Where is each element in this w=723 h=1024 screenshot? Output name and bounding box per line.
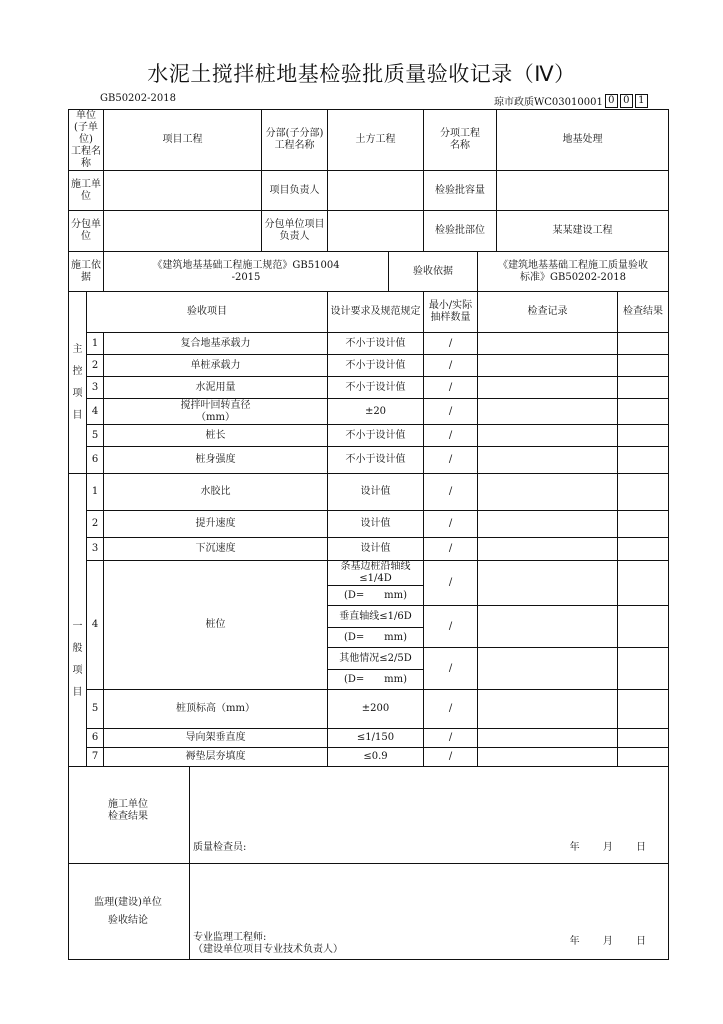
construction-basis-line2: -2015 xyxy=(231,271,261,283)
item-requirement: 不小于设计值 xyxy=(328,447,424,474)
item-name: 单桩承载力 xyxy=(104,355,328,377)
item-requirement: ≤0.9 xyxy=(328,748,424,767)
quality-inspector-label: 质量检查员: xyxy=(193,842,247,853)
item-sample[interactable]: / xyxy=(424,748,478,767)
item-result[interactable] xyxy=(618,538,669,561)
item-sample[interactable]: / xyxy=(424,538,478,561)
supervisor-check-head-line2: 验收结论 xyxy=(108,915,148,926)
constructor-check-head xyxy=(69,799,187,823)
document-number-box-3[interactable]: 1 xyxy=(635,94,648,108)
row-number: 2 xyxy=(87,355,104,377)
item-record[interactable] xyxy=(478,355,618,377)
item-sample[interactable]: / xyxy=(424,333,478,355)
inspection-record-table xyxy=(68,109,669,960)
item-requirement: 设计值 xyxy=(328,538,424,561)
item-requirement: 不小于设计值 xyxy=(328,355,424,377)
item-result[interactable] xyxy=(618,748,669,767)
column-header-sample xyxy=(424,292,478,333)
supervisor-signer-line2: （建设单位项目专业技术负责人） xyxy=(193,944,343,955)
item-result[interactable] xyxy=(618,425,669,447)
item-name xyxy=(104,399,328,425)
standard-code: GB50202-2018 xyxy=(100,93,176,104)
supervisor-check-head xyxy=(69,894,187,930)
column-header-record: 检查记录 xyxy=(478,292,618,333)
diameter-label: (D= xyxy=(344,673,365,685)
item-sample[interactable]: / xyxy=(424,399,478,425)
table-row xyxy=(69,447,669,474)
main-group-char-3: 项 xyxy=(72,387,83,399)
column-header-item: 验收项目 xyxy=(87,292,328,333)
constructor-label: 施工单位 xyxy=(69,171,104,211)
table-row xyxy=(69,425,669,447)
row-number: 6 xyxy=(87,729,104,748)
row-number: 1 xyxy=(87,333,104,355)
subitem-name-label-line1: 分项工程 xyxy=(440,128,480,139)
batch-capacity-value[interactable] xyxy=(497,171,669,211)
pile-position-diameter-1 xyxy=(328,586,424,606)
division-name-label xyxy=(262,110,328,171)
pile-position-requirement-1: 条基边桩沿轴线≤1/4D xyxy=(328,561,424,586)
item-name-line2: （mm） xyxy=(196,411,235,423)
diameter-unit: mm) xyxy=(384,631,407,643)
batch-part-label: 检验批部位 xyxy=(424,211,497,252)
item-record[interactable] xyxy=(478,511,618,538)
item-result[interactable] xyxy=(618,399,669,425)
pile-position-diameter-3 xyxy=(328,670,424,690)
row-number: 7 xyxy=(87,748,104,767)
item-record[interactable] xyxy=(478,474,618,511)
diameter-label: (D= xyxy=(344,631,365,643)
item-result[interactable] xyxy=(618,561,669,606)
item-result[interactable] xyxy=(618,377,669,399)
item-sample[interactable]: / xyxy=(424,447,478,474)
item-sample[interactable]: / xyxy=(424,377,478,399)
table-row xyxy=(69,561,669,586)
column-header-sample-line2: 抽样数量 xyxy=(430,312,471,323)
sub-project-manager-label-line2: 负责人 xyxy=(279,231,310,242)
subitem-name-label xyxy=(424,110,497,171)
pile-position-diameter-2 xyxy=(328,628,424,648)
item-name-line1: 搅拌叶回转直径 xyxy=(180,399,251,411)
document-number xyxy=(494,93,648,108)
item-name: 桩顶标高（mm） xyxy=(104,690,328,729)
item-name: 提升速度 xyxy=(104,511,328,538)
item-record[interactable] xyxy=(478,425,618,447)
document-number-box-1[interactable]: 0 xyxy=(605,94,618,108)
item-name: 桩位 xyxy=(104,561,328,690)
table-row xyxy=(69,333,669,355)
item-requirement: 不小于设计值 xyxy=(328,333,424,355)
item-requirement: 设计值 xyxy=(328,511,424,538)
row-number: 5 xyxy=(87,690,104,729)
main-group-char-4: 目 xyxy=(72,409,83,421)
table-row xyxy=(69,399,669,425)
table-row xyxy=(69,474,669,511)
batch-capacity-label: 检验批容量 xyxy=(424,171,497,211)
item-requirement: ±200 xyxy=(328,690,424,729)
item-name: 水泥用量 xyxy=(104,377,328,399)
project-manager-label: 项目负责人 xyxy=(262,171,328,211)
row-number: 1 xyxy=(87,474,104,511)
subcontractor-value[interactable] xyxy=(104,211,262,252)
item-record[interactable] xyxy=(478,399,618,425)
acceptance-basis-line2: 标准》GB50202-2018 xyxy=(520,271,626,283)
row-number: 6 xyxy=(87,447,104,474)
pile-position-requirement-2: 垂直轴线≤1/6D xyxy=(328,606,424,628)
supervisor-check-head-line1: 监理(建设)单位 xyxy=(94,897,162,908)
subitem-name-label-line2: 名称 xyxy=(450,140,470,151)
row-number: 4 xyxy=(87,561,104,690)
item-name: 褥垫层夯填度 xyxy=(104,748,328,767)
diameter-unit: mm) xyxy=(384,673,407,685)
item-record[interactable] xyxy=(478,561,618,606)
constructor-check-section xyxy=(69,767,669,864)
item-sample[interactable]: / xyxy=(424,729,478,748)
table-row xyxy=(69,690,669,729)
item-name: 水胶比 xyxy=(104,474,328,511)
item-requirement: ≤1/150 xyxy=(328,729,424,748)
row-number: 5 xyxy=(87,425,104,447)
item-name: 下沉速度 xyxy=(104,538,328,561)
table-row xyxy=(69,355,669,377)
item-requirement: 设计值 xyxy=(328,474,424,511)
supervisor-signer-line1: 专业监理工程师: xyxy=(193,932,267,943)
main-group-char-2: 控 xyxy=(72,365,83,377)
item-result[interactable] xyxy=(618,333,669,355)
unit-name-label xyxy=(69,110,104,171)
supervisor-signer-label xyxy=(193,932,343,956)
item-result[interactable] xyxy=(618,606,669,648)
row-number: 4 xyxy=(87,399,104,425)
subcontractor-label: 分包单位 xyxy=(69,211,104,252)
item-sample[interactable]: / xyxy=(424,690,478,729)
construction-basis-label: 施工依据 xyxy=(69,252,104,292)
item-requirement: 不小于设计值 xyxy=(328,377,424,399)
item-result[interactable] xyxy=(618,690,669,729)
supervisor-check-date[interactable]: 年 月 日 xyxy=(569,936,656,947)
table-row xyxy=(69,538,669,561)
item-result[interactable] xyxy=(618,447,669,474)
unit-name-value[interactable]: 项目工程 xyxy=(104,110,262,171)
subitem-name-value[interactable]: 地基处理 xyxy=(497,110,669,171)
division-name-value[interactable]: 土方工程 xyxy=(328,110,424,171)
supervisor-check-section xyxy=(69,864,669,960)
sub-project-manager-label xyxy=(262,211,328,252)
section-divider xyxy=(189,767,190,863)
table-row xyxy=(69,729,669,748)
item-result[interactable] xyxy=(618,648,669,690)
item-name: 桩身强度 xyxy=(104,447,328,474)
constructor-value[interactable] xyxy=(104,171,262,211)
constructor-check-date[interactable]: 年 月 日 xyxy=(569,842,656,853)
table-row xyxy=(69,748,669,767)
item-result[interactable] xyxy=(618,474,669,511)
diameter-unit: mm) xyxy=(384,589,407,601)
unit-name-label-line2: 工程名称 xyxy=(71,146,101,169)
pile-position-requirement-3: 其他情况≤2/5D xyxy=(328,648,424,670)
main-group-char-1: 主 xyxy=(72,343,83,355)
general-group-label xyxy=(69,474,87,767)
section-divider xyxy=(189,864,190,959)
division-name-label-line1: 分部(子分部) xyxy=(265,128,324,139)
item-record[interactable] xyxy=(478,377,618,399)
unit-name-label-line1: 单位(子单位) xyxy=(74,110,98,145)
item-requirement: 不小于设计值 xyxy=(328,425,424,447)
division-name-label-line2: 工程名称 xyxy=(274,140,315,151)
item-record[interactable] xyxy=(478,648,618,690)
general-group-char-2: 般 xyxy=(72,643,83,654)
construction-basis-value xyxy=(104,252,389,292)
item-sample[interactable]: / xyxy=(424,648,478,690)
row-number: 2 xyxy=(87,511,104,538)
item-sample[interactable]: / xyxy=(424,474,478,511)
sub-project-manager-value[interactable] xyxy=(328,211,424,252)
item-name: 复合地基承载力 xyxy=(104,333,328,355)
acceptance-basis-value xyxy=(478,252,669,292)
item-sample[interactable]: / xyxy=(424,561,478,606)
project-manager-value[interactable] xyxy=(328,171,424,211)
item-record[interactable] xyxy=(478,748,618,767)
row-number: 3 xyxy=(87,377,104,399)
column-header-sample-line1: 最小/实际 xyxy=(428,300,473,311)
item-record[interactable] xyxy=(478,447,618,474)
document-number-prefix: 琼市政质WC03010001 xyxy=(494,97,603,108)
constructor-check-head-line1: 施工单位 xyxy=(108,799,148,810)
row-number: 3 xyxy=(87,538,104,561)
constructor-check-head-line2: 检查结果 xyxy=(108,811,148,822)
item-record[interactable] xyxy=(478,729,618,748)
item-result[interactable] xyxy=(618,511,669,538)
item-record[interactable] xyxy=(478,538,618,561)
general-group-char-3: 项 xyxy=(72,665,83,676)
item-sample[interactable]: / xyxy=(424,606,478,648)
item-result[interactable] xyxy=(618,355,669,377)
construction-basis-line1: 《建筑地基基础工程施工规范》GB51004 xyxy=(152,259,340,271)
column-header-requirement: 设计要求及规范规定 xyxy=(328,292,424,333)
item-requirement: ±20 xyxy=(328,399,424,425)
acceptance-basis-label: 验收依据 xyxy=(389,252,478,292)
column-header-result: 检查结果 xyxy=(618,292,669,333)
item-sample[interactable]: / xyxy=(424,425,478,447)
acceptance-basis-line1: 《建筑地基基础工程施工质量验收 xyxy=(498,259,648,271)
diameter-label: (D= xyxy=(344,589,365,601)
general-group-char-4: 目 xyxy=(72,687,83,698)
item-name: 导向架垂直度 xyxy=(104,729,328,748)
item-sample[interactable]: / xyxy=(424,355,478,377)
item-result[interactable] xyxy=(618,729,669,748)
general-group-char-1: 一 xyxy=(72,621,83,632)
item-record[interactable] xyxy=(478,333,618,355)
item-record[interactable] xyxy=(478,606,618,648)
page-title: 水泥土搅拌桩地基检验批质量验收记录（Ⅳ） xyxy=(147,62,576,86)
document-number-box-2[interactable]: 0 xyxy=(620,94,633,108)
sub-project-manager-label-line1: 分包单位项目 xyxy=(264,219,325,230)
main-control-group-label xyxy=(69,292,87,474)
batch-part-value[interactable]: 某某建设工程 xyxy=(497,211,669,252)
item-sample[interactable]: / xyxy=(424,511,478,538)
table-row xyxy=(69,511,669,538)
item-name: 桩长 xyxy=(104,425,328,447)
table-row xyxy=(69,377,669,399)
item-record[interactable] xyxy=(478,690,618,729)
